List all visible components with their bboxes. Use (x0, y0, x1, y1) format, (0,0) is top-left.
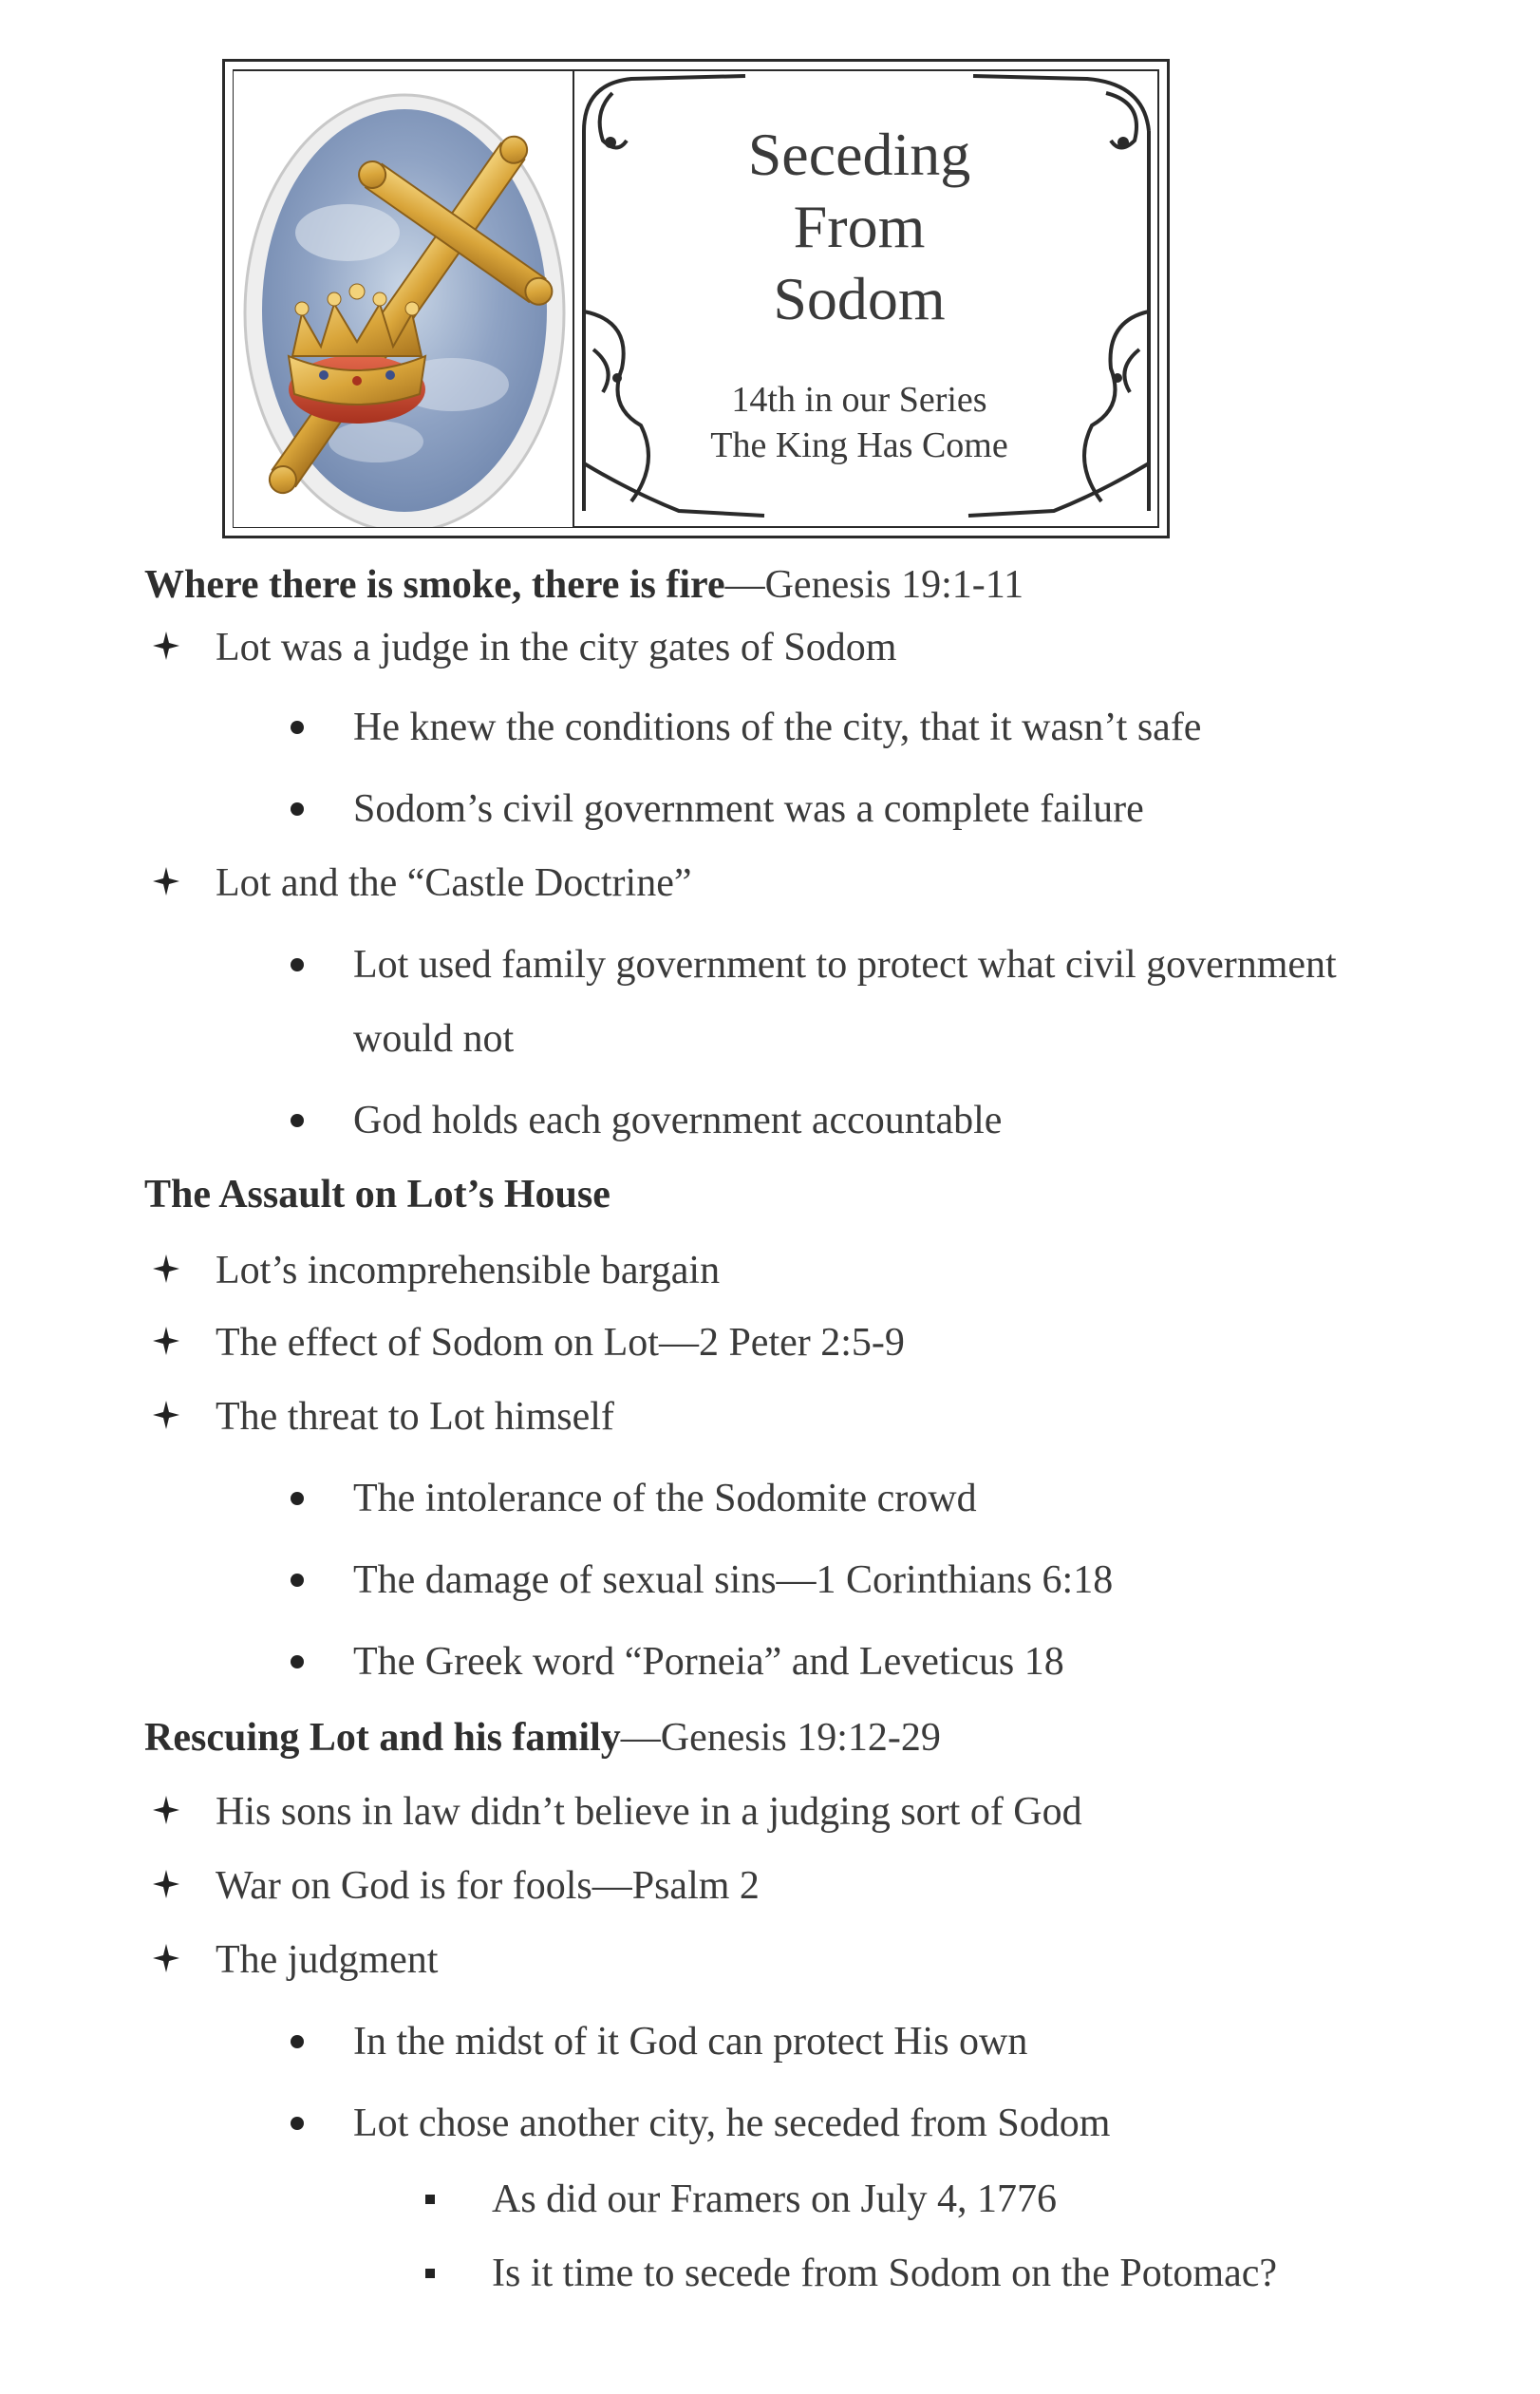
bullet-icon (291, 802, 304, 816)
section-heading (144, 1171, 610, 1218)
four-point-star-icon (152, 627, 180, 665)
square-bullet-icon (425, 2195, 435, 2204)
outline-subpoint-text: The Greek word “Porneia” and Leveticus 18 (353, 1640, 1064, 1684)
square-bullet-icon (425, 2269, 435, 2278)
subtitle-line: 14th in our Series (731, 380, 987, 420)
subtitle-line: The King Has Come (710, 425, 1008, 465)
section-heading-reference: —Genesis 19:12-29 (620, 1716, 941, 1760)
bullet-icon (291, 721, 304, 734)
four-point-star-icon (152, 1322, 180, 1360)
outline-point-text: The threat to Lot himself (216, 1395, 614, 1439)
outline-point-text: The effect of Sodom on Lot—2 Peter 2:5-9 (216, 1321, 905, 1365)
series-subtitle (669, 377, 1049, 468)
outline-subpoint-text: Lot used family government to protect what civil government (353, 943, 1337, 987)
outline-point-text: War on God is for fools—Psalm 2 (216, 1864, 760, 1908)
section-heading-title: The Assault on Lot’s House (144, 1173, 610, 1216)
outline-subpoint-text: God holds each government accountable (353, 1099, 1003, 1142)
outline-point-text: Lot and the “Castle Doctrine” (216, 861, 692, 905)
bullet-icon (291, 1574, 304, 1587)
bullet-icon (291, 1492, 304, 1505)
four-point-star-icon (152, 1396, 180, 1434)
outline-point-text: Lot’s incomprehensible bargain (216, 1249, 721, 1292)
outline-subpoint-text: The intolerance of the Sodomite crowd (353, 1477, 977, 1520)
outline-subpoint-text: In the midst of it God can protect His own (353, 2020, 1028, 2064)
four-point-star-icon (152, 1250, 180, 1288)
bullet-icon (291, 1655, 304, 1668)
four-point-star-icon (152, 1939, 180, 1977)
outline-point-text: Lot was a judge in the city gates of Sodom (216, 626, 897, 669)
title-line: From (793, 193, 926, 260)
outline-subpoint-text: He knew the conditions of the city, that it wasn’t safe (353, 706, 1202, 749)
outline-point-text: His sons in law didn’t believe in a judging sort of God (216, 1790, 1082, 1834)
section-heading-title: Rescuing Lot and his family (144, 1716, 621, 1760)
four-point-star-icon (152, 1791, 180, 1829)
crown-cross-emblem (234, 71, 574, 527)
section-heading-reference: —Genesis 19:1-11 (724, 563, 1024, 607)
section-heading (144, 1714, 941, 1762)
bullet-icon (291, 1114, 304, 1127)
outline-point-text: The judgment (216, 1938, 439, 1982)
title-line: Sodom (773, 265, 946, 332)
section-heading-title: Where there is smoke, there is fire (144, 563, 725, 607)
bullet-icon (291, 2035, 304, 2048)
section-heading (144, 561, 1024, 609)
title-line: Seceding (747, 121, 971, 188)
four-point-star-icon (152, 862, 180, 900)
outline-subpoint-text: Lot chose another city, he seceded from Sodom (353, 2102, 1111, 2145)
outline-subpoint-text: Sodom’s civil government was a complete failure (353, 787, 1144, 831)
outline-subpoint-text: The damage of sexual sins—1 Corinthians 6:18 (353, 1558, 1114, 1602)
crown-cross-illustration (234, 71, 573, 527)
bullet-icon (291, 2117, 304, 2130)
bullet-icon (291, 958, 304, 971)
outline-subpoint-text: would not (353, 1017, 515, 1061)
series-title (669, 119, 1049, 335)
outline-subsubpoint-text: As did our Framers on July 4, 1776 (492, 2177, 1057, 2221)
four-point-star-icon (152, 1865, 180, 1903)
outline-subsubpoint-text: Is it time to secede from Sodom on the Potomac? (492, 2252, 1277, 2295)
